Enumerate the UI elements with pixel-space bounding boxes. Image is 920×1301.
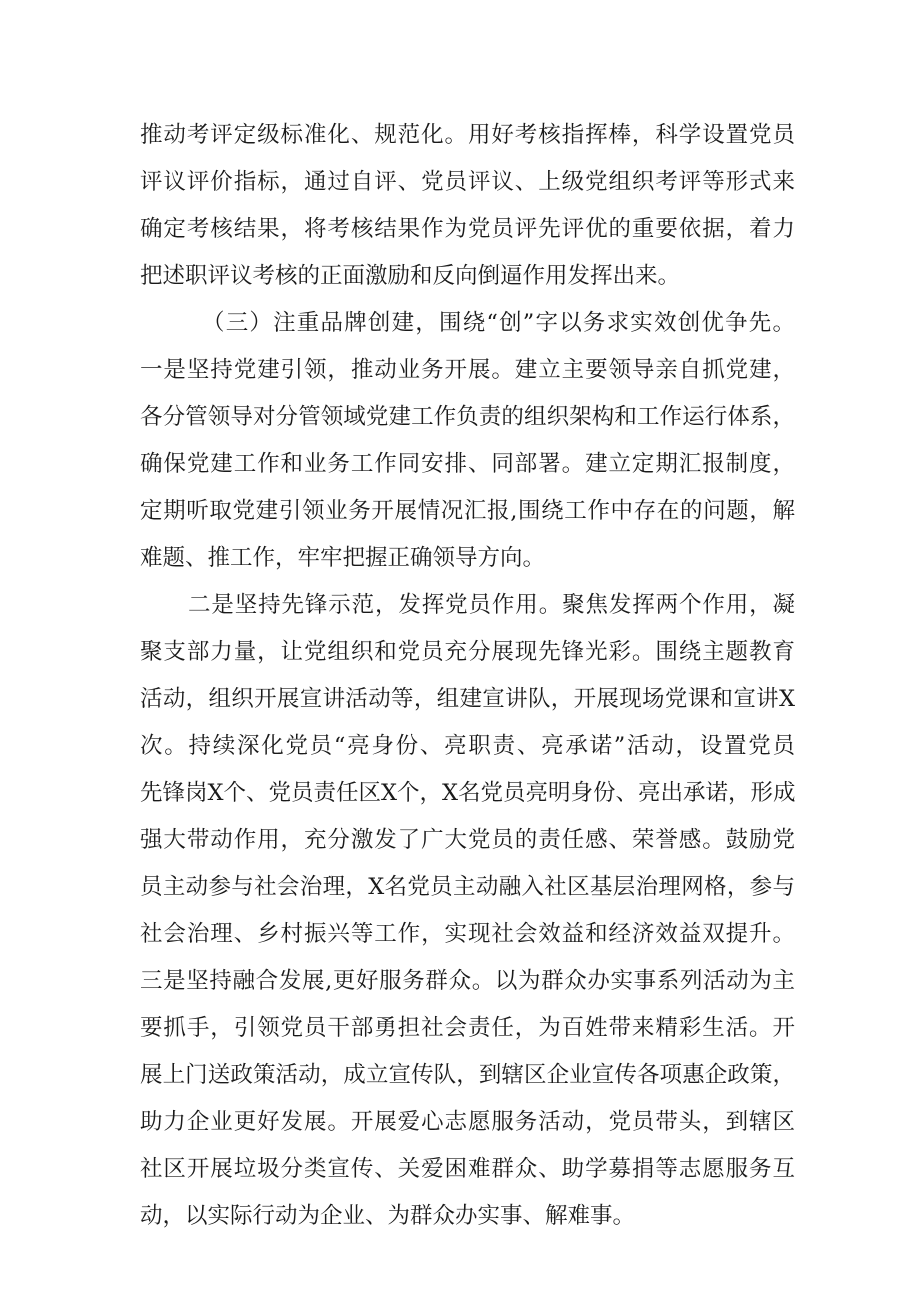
text-line: 先锋岗X个、党员责任区X个，X名党员亮明身份、亮出承诺，形成 <box>140 780 796 806</box>
text-line: 聚支部力量，让党组织和党员充分展现先锋光彩。围绕主题教育 <box>140 639 795 665</box>
text-line: 确保党建工作和业务工作同安排、同部署。建立定期汇报制度， <box>140 451 795 477</box>
text-line: 展上门送政策活动，成立宣传队，到辖区企业宣传各项惠企政策， <box>140 1062 795 1088</box>
text-line: 定期听取党建引领业务开展情况汇报,围绕工作中存在的问题，解 <box>140 498 795 524</box>
body-text <box>140 112 795 1240</box>
text-line: 难题、推工作，牢牢把握正确领导方向。 <box>140 545 546 571</box>
text-line: 社会治理、乡村振兴等工作，实现社会效益和经济效益双提升。 <box>140 921 795 947</box>
text-line: 各分管领导对分管领域党建工作负责的组织架构和工作运行体系， <box>140 404 795 430</box>
text-line: 评议评价指标，通过自评、党员评议、上级党组织考评等形式来 <box>140 169 795 195</box>
text-line: 推动考评定级标准化、规范化。用好考核指挥棒，科学设置党员 <box>140 122 795 148</box>
text-line: 确定考核结果，将考核结果作为党员评先评优的重要依据，着力 <box>140 216 795 242</box>
text-line: 一是坚持党建引领，推动业务开展。建立主要领导亲自抓党建， <box>140 357 795 383</box>
text-line: 次。持续深化党员“亮身份、亮职责、亮承诺”活动，设置党员 <box>140 733 795 759</box>
text-line: 把述职评议考核的正面激励和反向倒逼作用发挥出来。 <box>140 263 681 289</box>
text-line: 助力企业更好发展。开展爱心志愿服务活动，党员带头，到辖区 <box>140 1109 795 1135</box>
text-line: 动，以实际行动为企业、为群众办实事、解难事。 <box>140 1203 636 1229</box>
text-line: 要抓手，引领党员干部勇担社会责任，为百姓带来精彩生活。开 <box>140 1015 795 1041</box>
text-line: 社区开展垃圾分类宣传、关爱困难群众、助学募捐等志愿服务互 <box>140 1156 795 1182</box>
section-heading: （三）注重品牌创建，围绕“创”字以务求实效创优争先。 <box>202 310 795 336</box>
text-line: 员主动参与社会治理，X名党员主动融入社区基层治理网格，参与 <box>140 874 795 900</box>
text-line: 活动，组织开展宣讲活动等，组建宣讲队，开展现场党课和宣讲X <box>140 686 795 712</box>
text-line: 三是坚持融合发展,更好服务群众。以为群众办实事系列活动为主 <box>140 968 795 994</box>
text-line: 强大带动作用，充分激发了广大党员的责任感、荣誉感。鼓励党 <box>140 827 795 853</box>
paragraph-start: 二是坚持先锋示范，发挥党员作用。聚焦发挥两个作用，凝 <box>188 592 795 618</box>
